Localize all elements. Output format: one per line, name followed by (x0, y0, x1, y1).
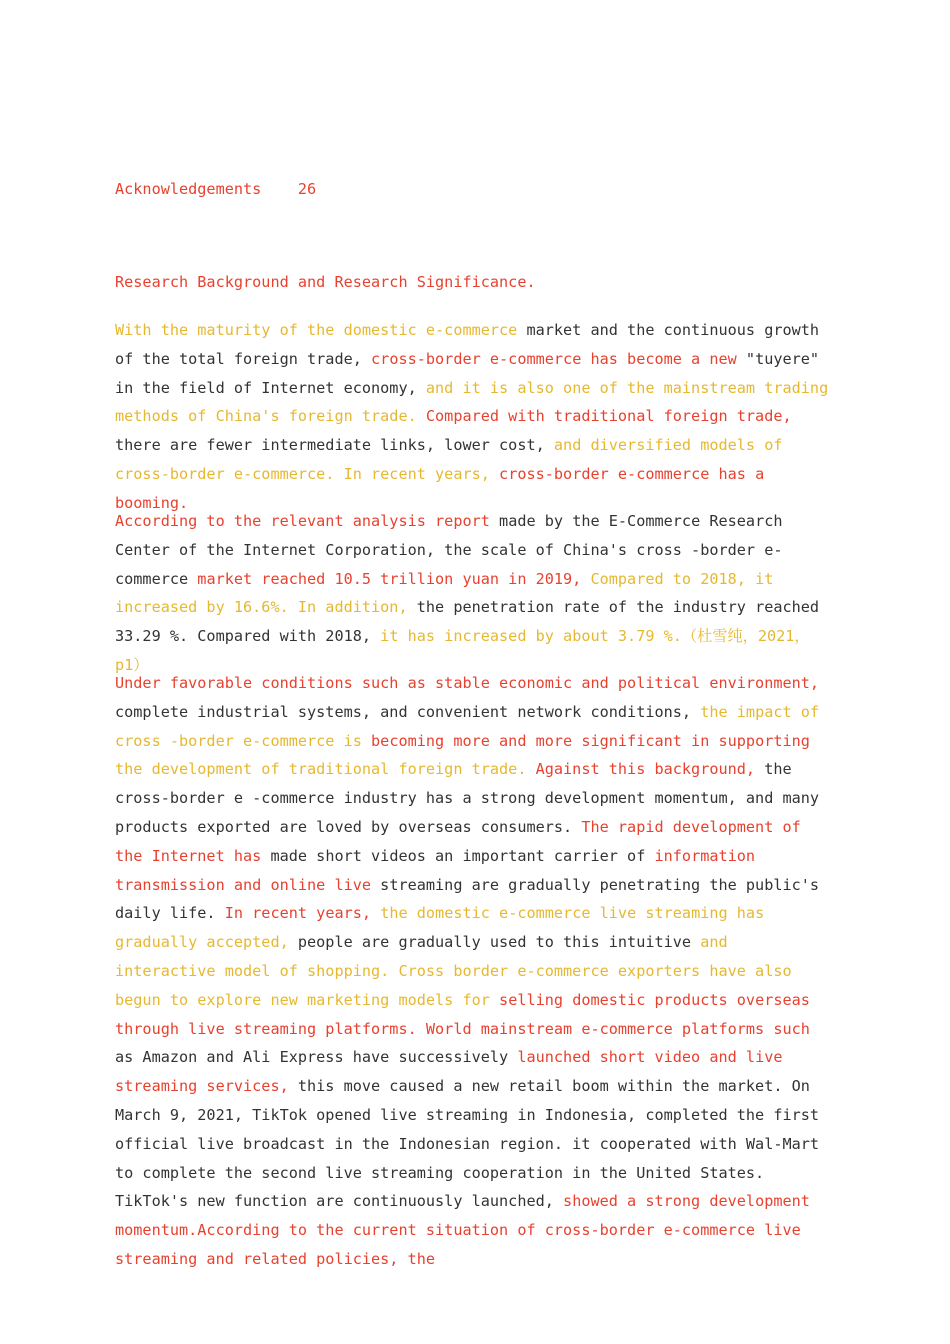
toc-page-number: 26 (297, 180, 317, 198)
toc-label: Acknowledgements (115, 180, 262, 198)
text-run: this move caused a new retail boom within the market. On March 9, 2021, TikTok opened live streaming in Indonesia, completed the first official live broadcast in the Indonesian region. it cooperated with Wal-Mart to complete the second live streaming cooperation in the United States. TikTok's new function are continuously launched, (115, 1077, 820, 1211)
text-run: launched short video and live streaming services, (115, 1048, 783, 1096)
text-run: there are fewer intermediate links, lower cost, (115, 436, 554, 455)
text-run: made by the E-Commerce Research Center of the Internet Corporation, the scale of China's cross -border e-commerce (115, 512, 783, 588)
text-run: people are gradually used to this intuitive (297, 933, 701, 952)
paragraph-3 (115, 669, 835, 1274)
text-run: the impact of cross -border e-commerce is (115, 702, 820, 750)
text-run: complete industrial systems, and convenient network conditions, (115, 702, 701, 721)
text-run: With the maturity of the domestic e-commerce (115, 321, 527, 339)
text-run: made short videos an important carrier of (270, 846, 655, 865)
text-run: as Amazon and Ali Express have successively (115, 1048, 518, 1067)
text-run: the domestic e-commerce live streaming has gradually accepted, (115, 904, 765, 952)
text-run: Against this background, (535, 760, 765, 779)
text-run: Compared with traditional foreign trade, (425, 407, 792, 426)
text-run: showed a strong development momentum.According to the current situation of cross-border e-commerce live streaming and related policies, the (115, 1192, 810, 1268)
paragraph-2 (115, 507, 835, 680)
text-run: In recent years, (224, 904, 381, 923)
text-run: and it is also one of the mainstream trading methods of China's foreign trade. (115, 378, 829, 426)
text-run: cross-border e-commerce has become a new (371, 349, 746, 368)
text-run: becoming more and more significant in supporting (371, 731, 810, 750)
text-run: and diversified models of cross-border e-commerce. In recent years, (115, 436, 783, 483)
text-run: market and the continuous growth of the total foreign trade, (115, 321, 820, 368)
text-run: selling domestic products overseas through live streaming platforms. World mainstream e-commerce platforms such (115, 990, 810, 1038)
text-run: the penetration rate of the industry reached 33.29 %. Compared with 2018, (115, 598, 820, 646)
text-run: cross-border e-commerce has a booming. (115, 464, 765, 512)
text-run: According to the relevant analysis report (115, 512, 500, 530)
paragraph-1 (115, 316, 835, 518)
text-run: Under favorable conditions such as stable economic and political environment, (115, 674, 820, 692)
toc-entry (115, 180, 316, 198)
text-run: and interactive model of shopping. Cross border e-commerce exporters have also begun to explore new marketing models for (115, 933, 792, 1009)
text-run: the development of traditional foreign trade. (115, 760, 536, 779)
text-run: The rapid development of the Internet has (115, 817, 801, 865)
text-run: market reached 10.5 trillion yuan in 2019, (197, 569, 591, 588)
text-run: it has increased by about 3.79 %.（杜雪纯，2021，p1） (115, 627, 810, 674)
section-heading: Research Background and Research Significance. (115, 273, 536, 291)
text-run: streaming are gradually penetrating the public's daily life. (115, 875, 820, 923)
text-run: "tuyere" in the field of Internet economy, (115, 349, 820, 397)
text-run: information transmission and online live (115, 846, 756, 894)
text-run: Compared to 2018, it increased by 16.6%. In addition, (115, 569, 774, 617)
text-run: the cross-border e -commerce industry has a strong development momentum, and many products exported are loved by overseas consumers. (115, 760, 820, 836)
